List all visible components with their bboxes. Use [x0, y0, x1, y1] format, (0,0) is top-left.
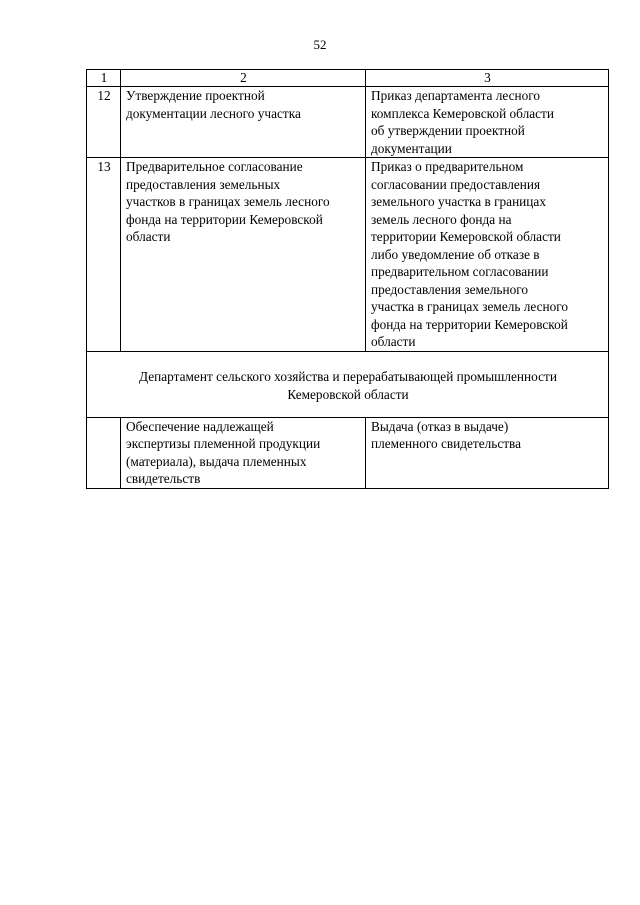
service-name-cell: Утверждение проектной документации лесного участка	[121, 87, 366, 158]
service-name-cell: Предварительное согласование предоставления земельных участков в границах земель лесного фонда на территории Кемеровской области	[121, 158, 366, 352]
header-cell-2: 2	[121, 70, 366, 87]
page-number: 52	[313, 37, 327, 52]
row-number	[87, 417, 121, 488]
row-number: 12	[87, 87, 121, 158]
department-section-title: Департамент сельского хозяйства и перерабатывающей промышленности Кемеровской области	[87, 351, 609, 417]
row-number: 13	[87, 158, 121, 352]
table-header-row	[87, 70, 609, 87]
header-cell-1: 1	[87, 70, 121, 87]
header-cell-3: 3	[366, 70, 609, 87]
table-row	[87, 158, 609, 352]
service-result-cell: Приказ о предварительном согласовании предоставления земельного участка в границах земель лесного фонда на территории Кемеровской области либо уведомление об отказе в предварительном согласовании предоставления земельного участка в границах земель лесного фонда на территории Кемеровской области	[366, 158, 609, 352]
table-row	[87, 87, 609, 158]
service-result-cell: Приказ департамента лесного комплекса Кемеровской области об утверждении проектной документации	[366, 87, 609, 158]
section-heading-row	[87, 351, 609, 417]
services-table	[86, 69, 609, 489]
service-result-cell: Выдача (отказ в выдаче) племенного свидетельства	[366, 417, 609, 488]
table-row	[87, 417, 609, 488]
service-name-cell: Обеспечение надлежащей экспертизы племенной продукции (материала), выдача племенных свидетельств	[121, 417, 366, 488]
